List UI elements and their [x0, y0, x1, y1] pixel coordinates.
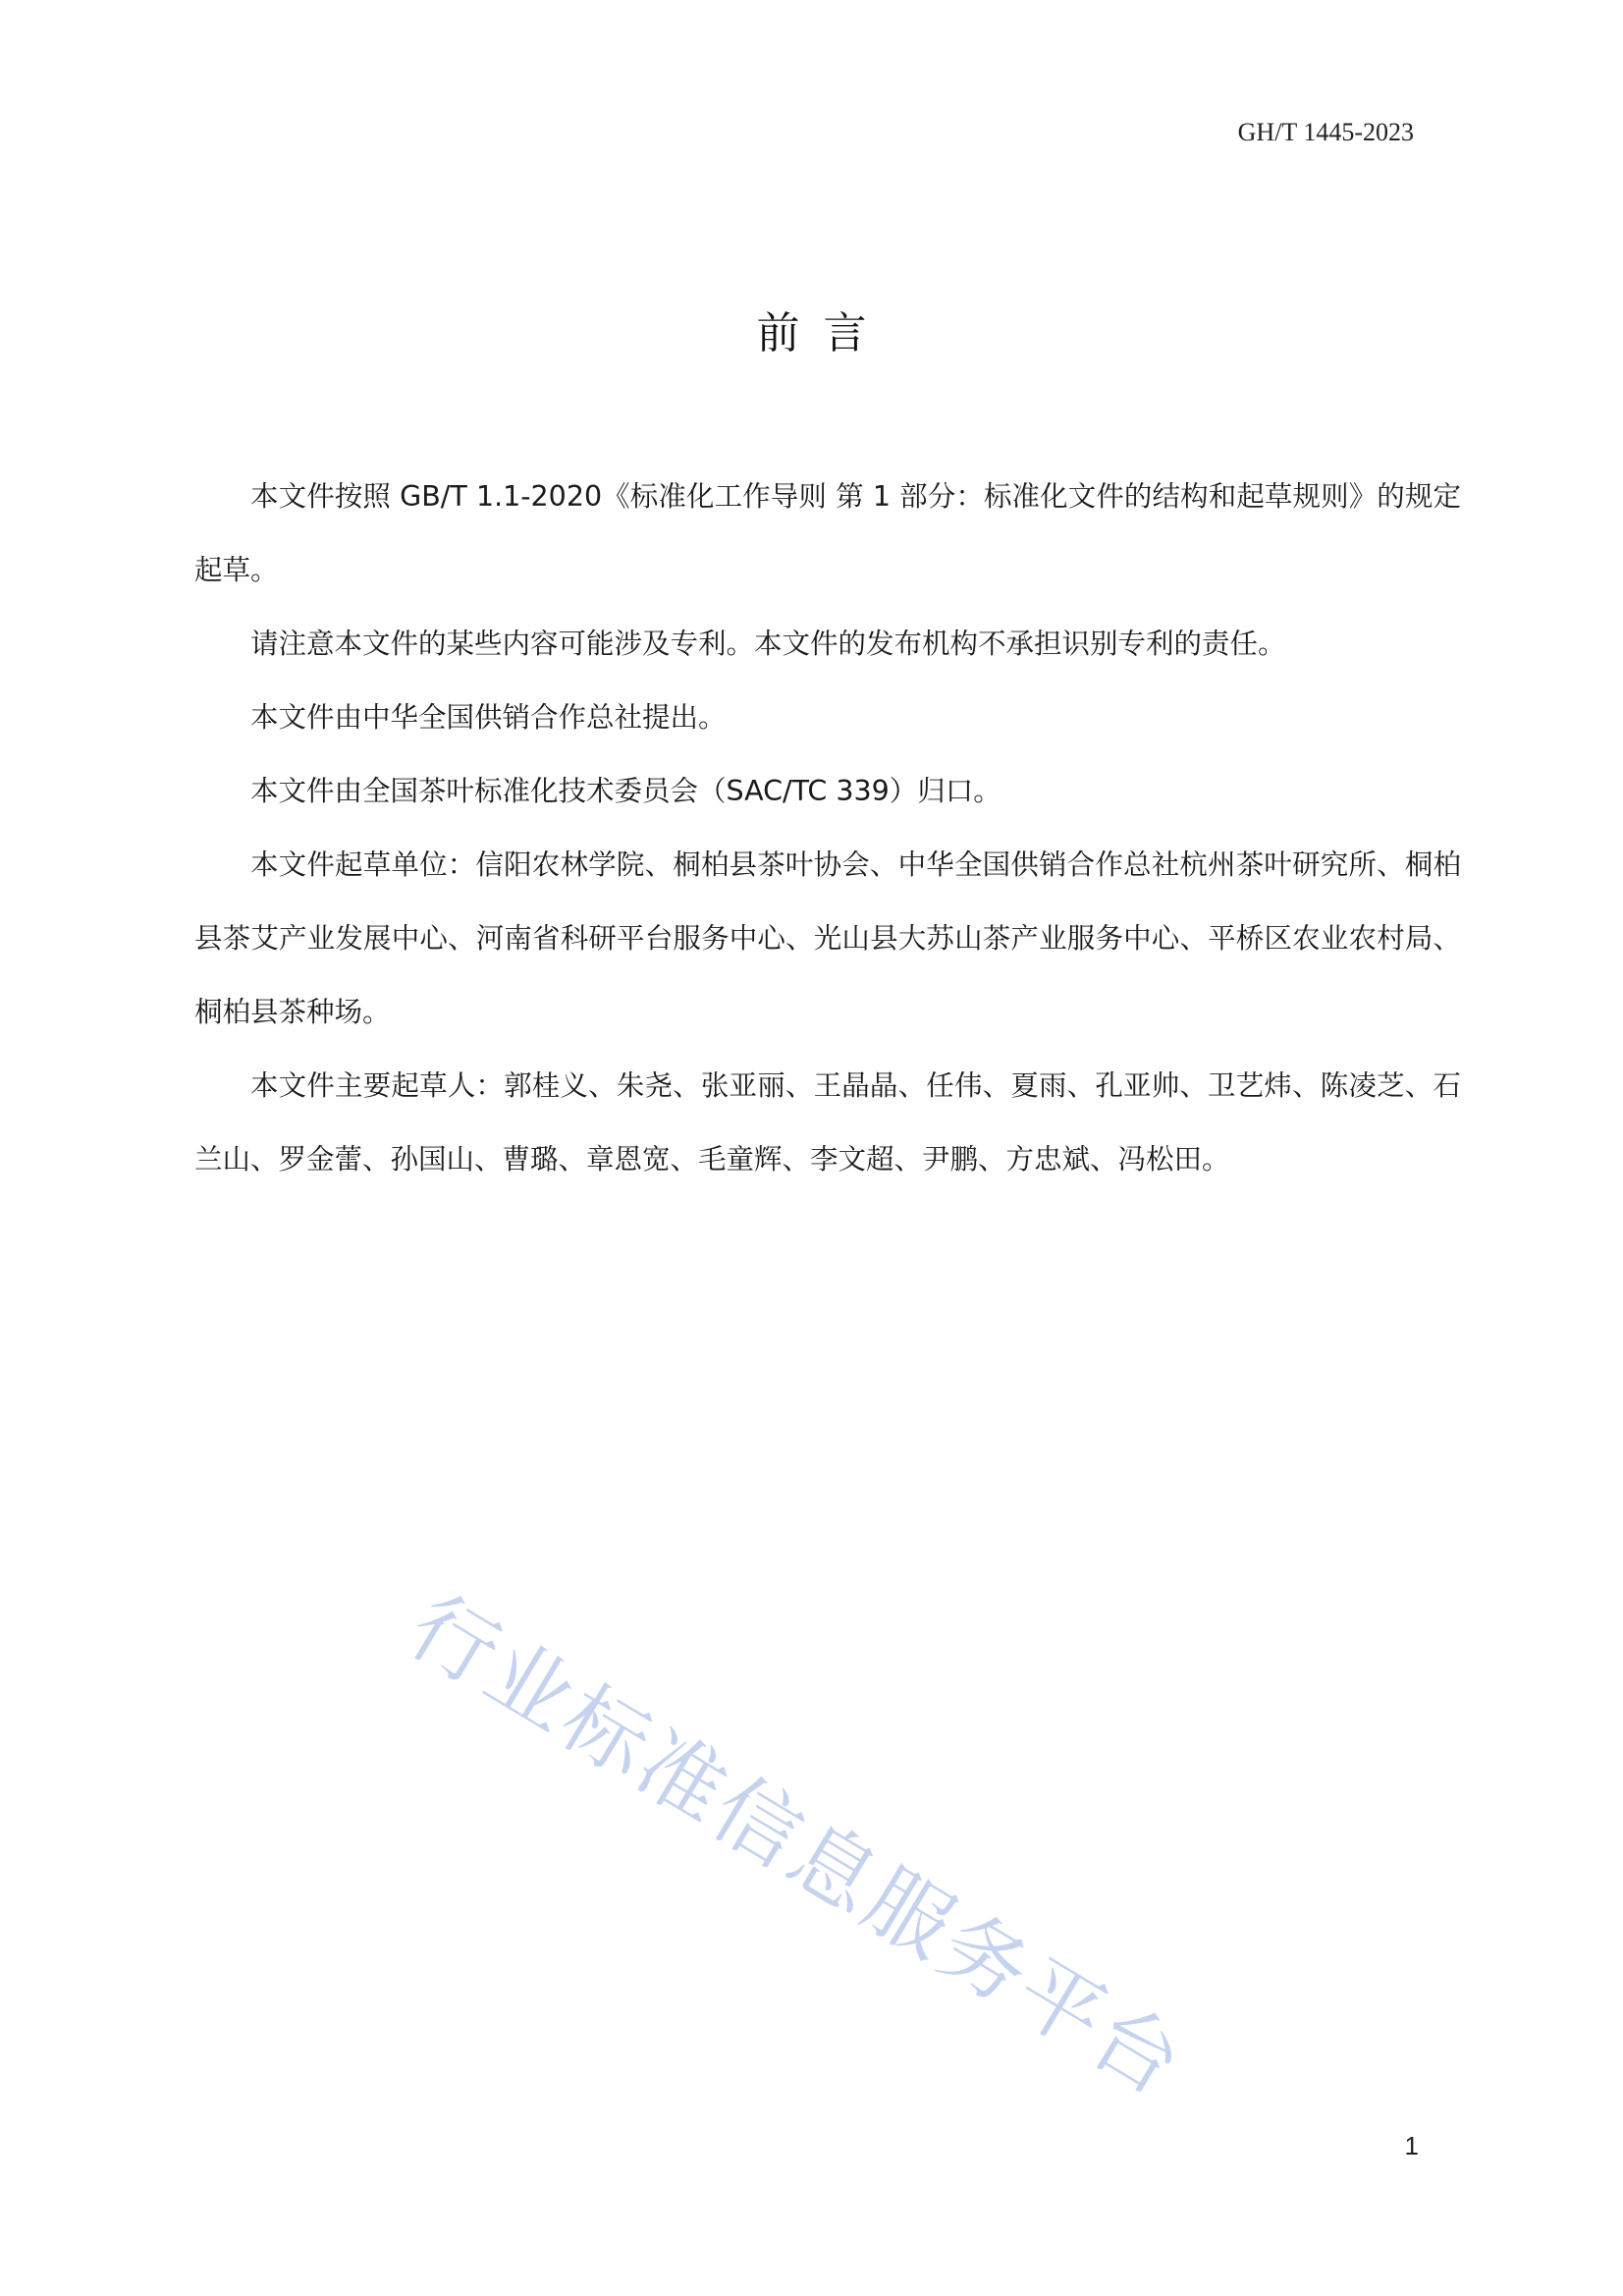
page-title: 前言: [756, 308, 891, 358]
paragraph-drafting-units: 本文件起草单位：信阳农林学院、桐柏县茶叶协会、中华全国供销合作总社杭州茶叶研究所、桐柏县茶艾产业发展中心、河南省科研平台服务中心、光山县大苏山茶产业服务中心、平桥区农业农村局、桐柏县茶种场。: [194, 848, 1461, 1028]
paragraph-drafters: 本文件主要起草人：郭桂义、朱尧、张亚丽、王晶晶、任伟、夏雨、孔亚帅、卫艺炜、陈凌芝、石兰山、罗金蕾、孙国山、曹璐、章恩宽、毛童辉、李文超、尹鹏、方忠斌、冯松田。: [194, 1069, 1461, 1175]
document-code: GH/T 1445-2023: [1237, 118, 1414, 146]
watermark: 行业标准信息服务平台: [393, 1576, 1202, 2117]
foreword-body: [194, 460, 1461, 1196]
page-number: 1: [1404, 2131, 1419, 2160]
paragraph-patent-notice: 请注意本文件的某些内容可能涉及专利。本文件的发布机构不承担识别专利的责任。: [250, 628, 1286, 660]
paragraph-drafting-rules: 本文件按照 GB/T 1.1-2020《标准化工作导则 第 1 部分：标准化文件的结构和起草规则》的规定起草。: [194, 480, 1461, 586]
paragraph-centralized-unit: 本文件由全国茶叶标准化技术委员会（SAC/TC 339）归口。: [250, 775, 1001, 807]
paragraph-proposer: 本文件由中华全国供销合作总社提出。: [250, 701, 727, 734]
